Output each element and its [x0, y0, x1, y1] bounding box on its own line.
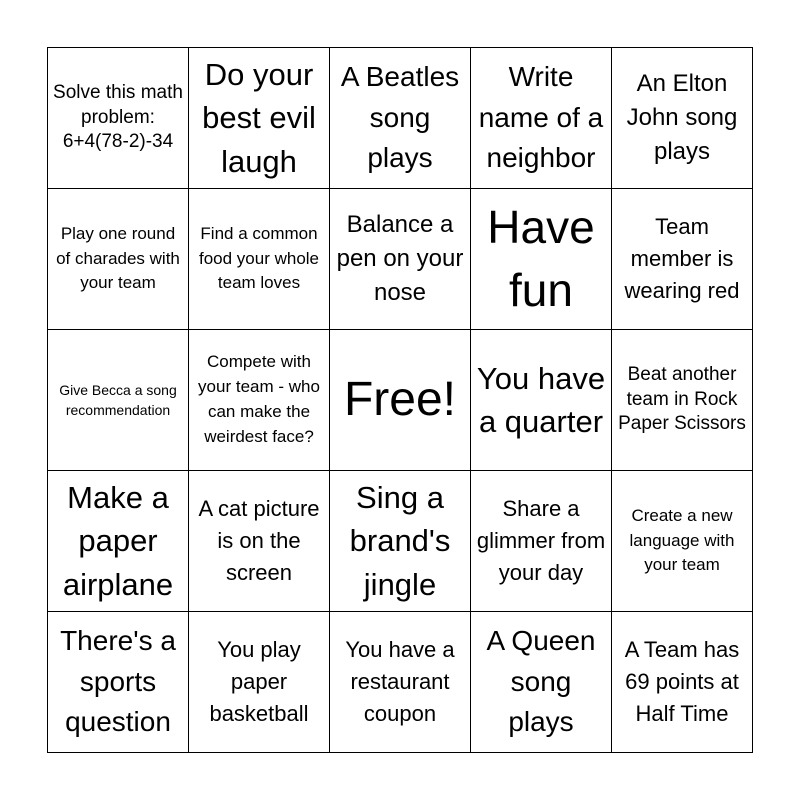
bingo-cell[interactable] — [471, 48, 612, 189]
bingo-cell-label: You have a restaurant coupon — [345, 637, 455, 726]
bingo-cell-label: Beat another team in Rock Paper Scissors — [618, 363, 746, 435]
bingo-cell[interactable] — [471, 612, 612, 753]
bingo-cell[interactable] — [330, 189, 471, 330]
bingo-cell-label: Create a new language with your team — [629, 505, 735, 575]
bingo-cell[interactable] — [330, 471, 471, 612]
bingo-cell-label: Share a glimmer from your day — [476, 496, 606, 585]
bingo-cell[interactable] — [471, 471, 612, 612]
bingo-board — [47, 47, 753, 753]
bingo-cell-label: Make a paper airplane — [62, 480, 174, 602]
bingo-cell-label: Compete with your team - who can make the weirdest face? — [198, 352, 320, 446]
bingo-cell-label: Do your best evil laugh — [202, 57, 316, 179]
bingo-cell[interactable] — [48, 612, 189, 753]
bingo-cell-label: Free! — [343, 373, 457, 427]
bingo-cell-label: Solve this math problem: 6+4(78-2)-34 — [53, 81, 183, 153]
bingo-cell-label: There's a sports question — [60, 625, 176, 738]
bingo-cell[interactable] — [48, 330, 189, 471]
bingo-cell[interactable] — [471, 189, 612, 330]
bingo-cell[interactable] — [612, 471, 753, 612]
bingo-cell[interactable] — [330, 330, 471, 471]
bingo-cell-label: Write name of a neighbor — [478, 61, 604, 174]
bingo-cell-label: A cat picture is on the screen — [198, 496, 320, 585]
bingo-cell-label: Have fun — [487, 200, 595, 316]
bingo-cell[interactable] — [48, 471, 189, 612]
bingo-cell[interactable] — [471, 330, 612, 471]
bingo-cell[interactable] — [48, 189, 189, 330]
bingo-cell[interactable] — [612, 612, 753, 753]
bingo-cell-label: You have a quarter — [476, 360, 606, 439]
bingo-cell-label: A Queen song plays — [486, 625, 596, 738]
bingo-cell[interactable] — [612, 330, 753, 471]
bingo-cell[interactable] — [189, 612, 330, 753]
bingo-cell-label: A Beatles song plays — [340, 61, 460, 174]
bingo-cell[interactable] — [330, 48, 471, 189]
bingo-cell-label: Sing a brand's jingle — [349, 480, 451, 602]
bingo-cell[interactable] — [612, 48, 753, 189]
bingo-cell[interactable] — [330, 612, 471, 753]
bingo-cell-label: Give Becca a song recommendation — [59, 381, 177, 418]
bingo-cell-label: Find a common food your whole team loves — [198, 223, 320, 293]
bingo-cell[interactable] — [189, 189, 330, 330]
bingo-cell-label: An Elton John song plays — [626, 69, 738, 166]
bingo-cell[interactable] — [612, 189, 753, 330]
bingo-cell-label: You play paper basketball — [209, 637, 309, 726]
bingo-cell-label: Play one round of charades with your team — [56, 223, 180, 293]
bingo-cell-label: Team member is wearing red — [624, 214, 740, 303]
bingo-cell[interactable] — [189, 471, 330, 612]
bingo-cell-label: A Team has 69 points at Half Time — [624, 637, 740, 726]
bingo-cell[interactable] — [189, 48, 330, 189]
bingo-cell-label: Balance a pen on your nose — [336, 210, 464, 307]
bingo-cell[interactable] — [189, 330, 330, 471]
bingo-cell[interactable] — [48, 48, 189, 189]
